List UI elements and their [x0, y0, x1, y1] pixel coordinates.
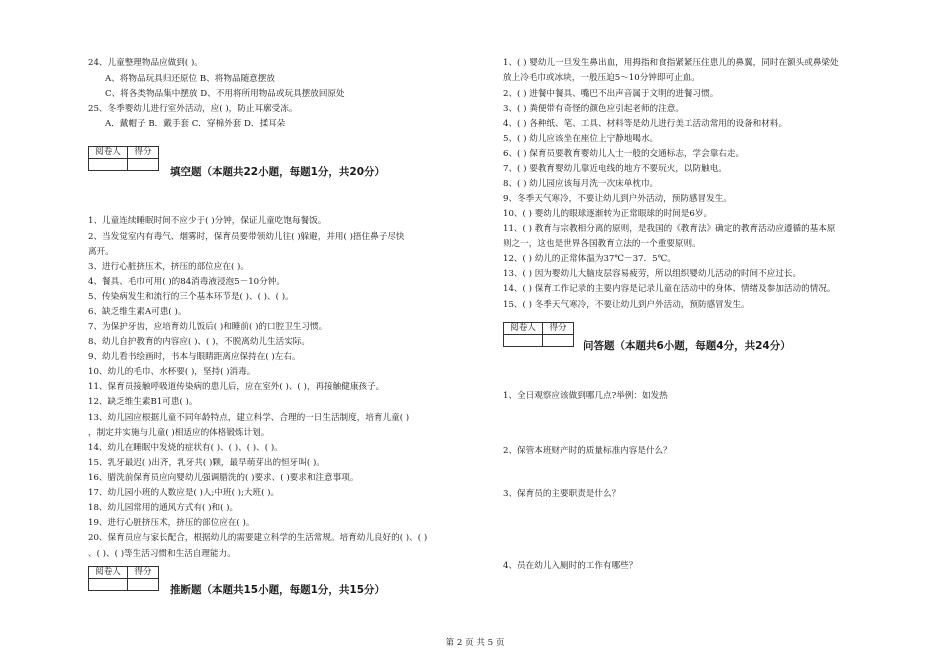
- qa-item: 1、全日观察应该做到哪几点?举例：如发热: [503, 391, 668, 401]
- judge-item: 12、( ) 幼儿的正常体温为37℃－37．5℃。: [503, 254, 676, 264]
- question-24-options-cd: C、将各类物品集中摆放 D、不用将所用物品或玩具摆放回原处: [105, 89, 345, 99]
- judge-item: 13、( ) 因为婴幼儿大脑皮层容易疲劳，所以组织婴幼儿活动的时间不应过长。: [503, 269, 802, 279]
- score-box-fill: [88, 146, 159, 171]
- question-25-options: A．戴帽子 B．戴手套 C．穿棉外套 D．揉耳朵: [105, 119, 286, 129]
- judge-item: 则之一，这也是世界各国教育立法的一个重要原则。: [503, 239, 701, 249]
- score-box-cell: [543, 335, 574, 347]
- judge-item: 7、( ) 要教育婴幼儿靠近电线的地方不要玩火，以防触电。: [503, 164, 727, 174]
- section-title-fill: 填空题（本题共22小题，每题1分，共20分）: [170, 166, 386, 178]
- fill-item: 6、缺乏维生素A可患( )。: [88, 307, 187, 317]
- score-box-cell: [504, 335, 543, 347]
- score-box-judge: [88, 566, 159, 591]
- score-box-label-score: 得分: [543, 323, 574, 335]
- fill-item: 9、幼儿看书绘画时，书本与眼睛距离应保持在( )左右。: [88, 352, 301, 362]
- fill-item: 16、腊洗前保育员应向婴幼儿强调腊洗的( )要求、( )要求和注意事项。: [88, 473, 359, 483]
- fill-item: 12、缺乏维生素B1可患( )。: [88, 397, 198, 407]
- fill-item: 3、进行心脏挤压术，挤压的部位应在( )。: [88, 262, 249, 272]
- judge-item: 8、( ) 幼儿园应该每月洗一次床单枕巾。: [503, 179, 659, 189]
- judge-item: 4、( ) 各种纸、笔、工具、材料等是幼儿进行美工活动常用的设备和材料。: [503, 119, 788, 129]
- qa-item: 4、员在幼儿入厕时的工作有哪些？: [503, 561, 638, 571]
- score-box-cell: [128, 579, 159, 591]
- section-title-judge: 推断题（本题共15小题，每题1分，共15分）: [170, 584, 386, 596]
- fill-item: 19、进行心脏挤压术，挤压的部位应在( )。: [88, 518, 255, 528]
- judge-item: 2、( ) 进餐中餐具、嘴巴不出声音属于文明的进餐习惯。: [503, 89, 719, 99]
- question-24: 24、儿童整理物品应做到( )。: [88, 58, 203, 68]
- judge-item: 9、冬季天气寒冷，不要让幼儿到户外活动，预防感冒发生。: [503, 194, 732, 204]
- judge-item: 14、( ) 保育工作记录的主要内容是记录儿童在活动中的身体、情绪及参加活动的情况。: [503, 284, 836, 294]
- score-box-qa: [503, 322, 574, 347]
- fill-item: 离开。: [88, 247, 114, 257]
- score-box-cell: [128, 159, 159, 171]
- qa-item: 2、保管本班财产时的质量标准内容是什么？: [503, 446, 672, 456]
- fill-item: 、( )、( )等生活习惯和生活自理能力。: [88, 549, 236, 559]
- judge-item: 1、( ) 婴幼儿一旦发生鼻出血，用拇指和食指紧紧压住患儿的鼻翼，同时在额头或鼻梁处: [503, 58, 839, 68]
- judge-item: 10、( ) 婴幼儿的眼球逐渐转为正常眼球的时间是6岁。: [503, 209, 713, 219]
- judge-item: 15、( ) 冬季天气寒冷，不要让幼儿到户外活动，预防感冒发生。: [503, 300, 750, 310]
- score-box-cell: [89, 159, 128, 171]
- fill-item: 2、当发觉室内有毒气、烟雾时，保育员要带领幼儿往( )躲避，并用( )捂住鼻子尽快: [88, 232, 405, 242]
- fill-item: 4、餐具、毛巾可用( )的84消毒液浸泡5－10分钟。: [88, 277, 285, 287]
- fill-item: 11、保育员接触呼吸道传染病的患儿后，应在室外( )、( )，再接触健康孩子。: [88, 382, 385, 392]
- qa-item: 3、保育员的主要职责是什么？: [503, 489, 621, 499]
- judge-item: 5、( ) 幼儿应该坐在座位上宁静地喝水。: [503, 134, 659, 144]
- fill-item: 10、幼儿的毛巾、水杯要( )，坚持( )消毒。: [88, 367, 256, 377]
- fill-item: 1、儿童连续睡眠时间不应少于( )分钟，保证儿童吃饱每餐饭。: [88, 216, 327, 226]
- fill-item: 14、幼儿在睡眠中发烧的症状有( )、( )、( )、( )。: [88, 443, 283, 453]
- score-box-cell: [89, 579, 128, 591]
- section-title-qa: 问答题（本题共6小题，每题4分，共24分）: [583, 340, 791, 352]
- score-box-label-score: 得分: [128, 567, 159, 579]
- judge-item: 3、( ) 粪便带有奇怪的颜色应引起老师的注意。: [503, 104, 684, 114]
- score-box-label-reviewer: 阅卷人: [89, 147, 128, 159]
- page-footer: 第 2 页 共 5 页: [445, 638, 505, 648]
- fill-item: 18、幼儿园常用的通风方式有( )和( )。: [88, 503, 239, 513]
- fill-item: 17、幼儿园小班的人数应是( )人;中班( );大班( )。: [88, 488, 280, 498]
- fill-item: 15、乳牙最迟( )出齐，乳牙共( )颗，最早萌芽出的恒牙叫( )。: [88, 458, 325, 468]
- judge-item: 放上冷毛巾或冰块，一般压迫5～10分钟即可止血。: [503, 73, 700, 83]
- fill-item: ，制定并实施与儿童( )相适应的体格锻炼计划。: [88, 428, 270, 438]
- score-box-label-score: 得分: [128, 147, 159, 159]
- fill-item: 7、为保护牙齿，应培育幼儿饭后( )和睡前( )的口腔卫生习惯。: [88, 322, 328, 332]
- judge-item: 6、( ) 保育员要教育婴幼儿人士一般的交通标志，学会靠右走。: [503, 149, 745, 159]
- question-25: 25、冬季婴幼儿进行室外活动，应( )，防止耳廓受冻。: [88, 104, 298, 114]
- question-24-options-ab: A、将物品玩具归还原位 B、将物品随意摆放: [105, 74, 275, 84]
- fill-item: 13、幼儿园应根据儿童不同年龄特点，建立科学、合理的一日生活制度，培育儿童( ): [88, 413, 410, 423]
- fill-item: 8、幼儿自护教育的内容应( )、( )，不脱离幼儿生活实际。: [88, 337, 310, 347]
- judge-item: 11、( ) 教育与宗教相分离的原则，是我国的《教育法》确定的教育活动应遵循的基本原: [503, 224, 836, 234]
- fill-item: 5、传染病发生和流行的三个基本环节是( )、( )、( )。: [88, 292, 294, 302]
- fill-item: 20、保育员应与家长配合，根据幼儿的需要建立科学的生活常规。培育幼儿良好的( )、( ): [88, 533, 428, 543]
- score-box-label-reviewer: 阅卷人: [89, 567, 128, 579]
- score-box-label-reviewer: 阅卷人: [504, 323, 543, 335]
